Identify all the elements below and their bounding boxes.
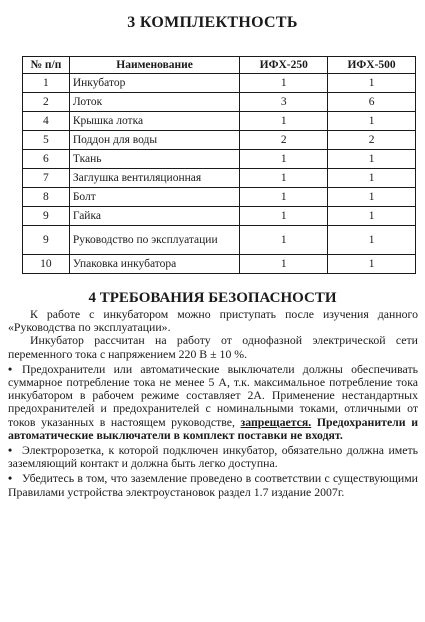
header-number: № п/п bbox=[23, 57, 70, 74]
row-name: Поддон для воды bbox=[69, 131, 240, 150]
row-number: 8 bbox=[23, 188, 70, 207]
section-4-title: 4 ТРЕБОВАНИЯ БЕЗОПАСНОСТИ bbox=[88, 290, 337, 306]
table-row bbox=[23, 93, 416, 112]
paragraph-power-supply: Инкубатор рассчитан на работу от однофазной электрической сети переменного тока с напряжением 220 В ± 10 %. bbox=[8, 333, 418, 361]
row-ifh250: 1 bbox=[240, 207, 328, 226]
row-ifh250: 2 bbox=[240, 131, 328, 150]
row-ifh500: 2 bbox=[328, 131, 416, 150]
bullet-socket-text: Электророзетка, к которой подключен инкубатор, обязательно должна иметь заземляющий контакт и должна быть легко доступна. bbox=[8, 443, 418, 471]
row-ifh250: 1 bbox=[240, 74, 328, 93]
row-ifh500: 1 bbox=[328, 74, 416, 93]
row-ifh250: 3 bbox=[240, 93, 328, 112]
row-ifh500: 1 bbox=[328, 207, 416, 226]
row-ifh500: 1 bbox=[328, 255, 416, 274]
table-header-row bbox=[23, 57, 416, 74]
table-row bbox=[23, 188, 416, 207]
bullet-fuses bbox=[8, 363, 418, 442]
safety-text bbox=[8, 308, 418, 499]
row-ifh250: 1 bbox=[240, 188, 328, 207]
paragraph-intro: К работе с инкубатором можно приступать после изучения данного «Руководства по эксплуатации». bbox=[8, 307, 418, 335]
row-number: 9 bbox=[23, 207, 70, 226]
bullet-fuses-note: Предохранители и автоматические выключатели в комплект поставки не входят. bbox=[8, 414, 418, 442]
row-number: 2 bbox=[23, 93, 70, 112]
table-row bbox=[23, 255, 416, 274]
header-ifh250: ИФХ-250 bbox=[240, 57, 328, 74]
section-3-title: 3 КОМПЛЕКТНОСТЬ bbox=[127, 14, 298, 31]
row-ifh500: 1 bbox=[328, 226, 416, 255]
table-row bbox=[23, 226, 416, 255]
header-ifh500: ИФХ-500 bbox=[328, 57, 416, 74]
row-name: Заглушка вентиляционная bbox=[69, 169, 240, 188]
row-ifh250: 1 bbox=[240, 150, 328, 169]
row-ifh500: 1 bbox=[328, 150, 416, 169]
row-number: 7 bbox=[23, 169, 70, 188]
row-ifh500: 1 bbox=[328, 188, 416, 207]
header-name: Наименование bbox=[69, 57, 240, 74]
row-name: Руководство по эксплуатации bbox=[69, 226, 240, 255]
row-ifh500: 6 bbox=[328, 93, 416, 112]
kit-table bbox=[22, 56, 416, 274]
table-row bbox=[23, 207, 416, 226]
row-name: Инкубатор bbox=[69, 74, 240, 93]
row-ifh500: 1 bbox=[328, 169, 416, 188]
row-number: 6 bbox=[23, 150, 70, 169]
bullet-grounding-text: Убедитесь в том, что заземление проведено в соответствии с существующими Правилами устройства электроустановок раздел 1.7 издание 2007г. bbox=[8, 471, 418, 499]
row-number: 1 bbox=[23, 74, 70, 93]
row-name: Гайка bbox=[69, 207, 240, 226]
bullet-grounding bbox=[8, 472, 418, 498]
row-name: Крышка лотка bbox=[69, 112, 240, 131]
row-ifh250: 1 bbox=[240, 169, 328, 188]
table-row bbox=[23, 112, 416, 131]
table-row bbox=[23, 169, 416, 188]
row-number: 9 bbox=[23, 226, 70, 255]
row-number: 4 bbox=[23, 112, 70, 131]
row-ifh250: 1 bbox=[240, 255, 328, 274]
row-number: 10 bbox=[23, 255, 70, 274]
bullet-icon: • bbox=[8, 443, 13, 458]
row-ifh250: 1 bbox=[240, 226, 328, 255]
row-name: Лоток bbox=[69, 93, 240, 112]
row-name: Болт bbox=[69, 188, 240, 207]
bullet-fuses-prohibited: запрещается. bbox=[240, 414, 312, 429]
row-ifh250: 1 bbox=[240, 112, 328, 131]
bullet-icon: • bbox=[8, 361, 13, 376]
table-row bbox=[23, 74, 416, 93]
table-row bbox=[23, 150, 416, 169]
bullet-fuses-text: Предохранители или автоматические выключатели должны обеспечивать суммарное потребление тока не менее 5 А, т.к. максимальное потребление тока инкубатором в рабочем режиме составляет 2А. Применение нестандартных предохранителей и предохранителей с номинальными токами, отличными от токов указанных в настоящем руководстве, bbox=[8, 361, 418, 429]
table-row bbox=[23, 131, 416, 150]
row-name: Ткань bbox=[69, 150, 240, 169]
row-name: Упаковка инкубатора bbox=[69, 255, 240, 274]
row-number: 5 bbox=[23, 131, 70, 150]
bullet-icon: • bbox=[8, 471, 13, 486]
row-ifh500: 1 bbox=[328, 112, 416, 131]
bullet-socket bbox=[8, 444, 418, 470]
